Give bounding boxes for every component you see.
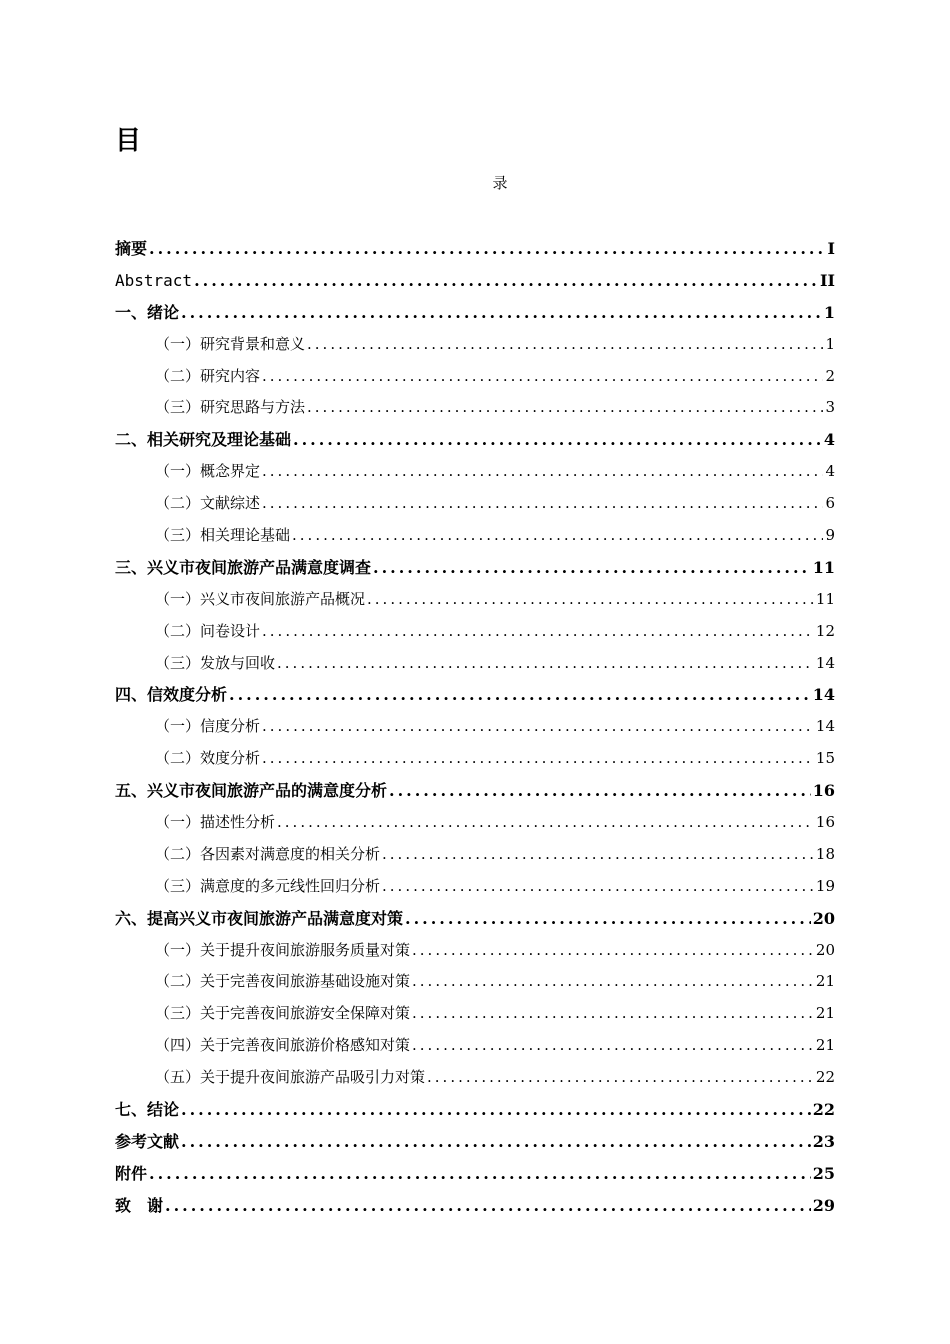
toc-entry[interactable] <box>115 1126 835 1158</box>
toc-entry-text: 致 谢 <box>115 1195 164 1215</box>
toc-entry[interactable] <box>115 552 835 584</box>
toc-title-main: 目 <box>115 126 142 156</box>
toc-leader-dots <box>165 1190 811 1222</box>
toc-entry-text: 六、提高兴义市夜间旅游产品满意度对策 <box>115 908 404 928</box>
toc-entry-text: （一）研究背景和意义 <box>155 334 306 353</box>
toc-leader-dots <box>181 297 822 329</box>
toc-subentry[interactable] <box>115 807 835 839</box>
toc-entry[interactable] <box>115 1158 835 1190</box>
toc-page-number: 16 <box>812 781 835 801</box>
toc-page-number: 15 <box>815 749 835 768</box>
toc-leader-dots <box>412 1030 814 1062</box>
toc-page-number: 14 <box>815 653 835 672</box>
toc-entry-text: 参考文献 <box>115 1131 180 1151</box>
toc-entry-text: （一）兴义市夜间旅游产品概况 <box>155 589 366 608</box>
toc-leader-dots <box>149 233 826 265</box>
toc-entry-text: 五、兴义市夜间旅游产品的满意度分析 <box>115 781 388 801</box>
toc-entry-text: （一）描述性分析 <box>155 813 276 832</box>
toc-leader-dots <box>292 520 823 552</box>
toc-page-number: 4 <box>825 462 835 481</box>
toc-leader-dots <box>389 775 811 807</box>
toc-subentry[interactable] <box>115 584 835 616</box>
toc-page-number: 11 <box>812 557 835 577</box>
toc-subentry[interactable] <box>115 743 835 775</box>
toc-page-number: 25 <box>812 1163 835 1183</box>
toc-leader-dots <box>307 329 823 361</box>
toc-leader-dots <box>412 966 814 998</box>
toc-subentry[interactable] <box>115 616 835 648</box>
toc-leader-dots <box>194 265 818 297</box>
toc-subentry[interactable] <box>115 648 835 680</box>
toc-leader-dots <box>382 839 814 871</box>
toc-subentry[interactable] <box>115 935 835 967</box>
toc-page-number: 23 <box>812 1131 835 1151</box>
toc-page-number: II <box>820 270 835 290</box>
toc-page-number: 11 <box>815 589 835 608</box>
toc-page-number: 4 <box>823 430 835 450</box>
toc-subentry[interactable] <box>115 966 835 998</box>
toc-leader-dots <box>262 616 814 648</box>
toc-entry-text: 四、信效度分析 <box>115 685 228 705</box>
toc-entry[interactable] <box>115 1190 835 1222</box>
toc-page-number: 20 <box>812 908 835 928</box>
toc-entry-text: （一）概念界定 <box>155 462 261 481</box>
toc-leader-dots <box>262 743 814 775</box>
toc-leader-dots <box>382 871 814 903</box>
toc-subentry[interactable] <box>115 1062 835 1094</box>
toc-subentry[interactable] <box>115 520 835 552</box>
toc-page-number: 14 <box>815 717 835 736</box>
toc-entry[interactable] <box>115 903 835 935</box>
toc-subentry[interactable] <box>115 329 835 361</box>
toc-leader-dots <box>262 361 823 393</box>
toc-page-number: 1 <box>825 334 835 353</box>
toc-leader-dots <box>293 424 822 456</box>
toc-entry-text: （二）效度分析 <box>155 749 261 768</box>
toc-subentry[interactable] <box>115 998 835 1030</box>
toc-entry[interactable] <box>115 233 835 265</box>
toc-entry-text: 摘要 <box>115 239 148 258</box>
toc-entry-text: （二）文献综述 <box>155 494 261 513</box>
toc-page-number: 14 <box>812 685 835 705</box>
toc-entry-text: （二）研究内容 <box>155 366 261 385</box>
toc-subentry[interactable] <box>115 839 835 871</box>
toc-entry-text: 一、绪论 <box>115 302 180 322</box>
toc-entry[interactable] <box>115 775 835 807</box>
toc-subentry[interactable] <box>115 361 835 393</box>
toc-page-number: 22 <box>812 1100 835 1120</box>
toc-page-number: 2 <box>825 366 835 385</box>
toc-page-number: 12 <box>815 621 835 640</box>
toc-entry[interactable] <box>115 1094 835 1126</box>
toc-entry-text: （二）各因素对满意度的相关分析 <box>155 844 381 863</box>
toc-entry-text: （二）关于完善夜间旅游基础设施对策 <box>155 972 411 991</box>
toc-entry-text: （一）关于提升夜间旅游服务质量对策 <box>155 940 411 959</box>
toc-entry-text: 七、结论 <box>115 1100 180 1120</box>
toc-subentry[interactable] <box>115 488 835 520</box>
toc-page-number: 3 <box>825 398 835 417</box>
toc-subentry[interactable] <box>115 392 835 424</box>
toc-entry-text: （三）研究思路与方法 <box>155 398 306 417</box>
toc-page-number: 21 <box>815 1004 835 1023</box>
toc-leader-dots <box>412 998 814 1030</box>
toc-entry[interactable] <box>115 297 835 329</box>
toc-entry-text: （三）发放与回收 <box>155 653 276 672</box>
toc-entry-text: （三）关于完善夜间旅游安全保障对策 <box>155 1004 411 1023</box>
toc-page-number: 22 <box>815 1068 835 1087</box>
toc-entry-text: （二）问卷设计 <box>155 621 261 640</box>
toc-page-number: 21 <box>815 1036 835 1055</box>
toc-entry[interactable] <box>115 265 835 297</box>
toc-page-number: 18 <box>815 844 835 863</box>
toc-entry-text: （三）相关理论基础 <box>155 526 291 545</box>
toc-page-number: 6 <box>825 494 835 513</box>
toc-entry-text: 三、兴义市夜间旅游产品满意度调查 <box>115 557 372 577</box>
toc-leader-dots <box>262 488 823 520</box>
toc-leader-dots <box>229 679 811 711</box>
toc-leader-dots <box>262 456 823 488</box>
toc-leader-dots <box>277 807 814 839</box>
toc-leader-dots <box>405 903 811 935</box>
toc-leader-dots <box>149 1158 811 1190</box>
toc-entry-text: （一）信度分析 <box>155 717 261 736</box>
toc-leader-dots <box>412 935 814 967</box>
toc-leader-dots <box>181 1094 811 1126</box>
toc-leader-dots <box>307 392 823 424</box>
toc-leader-dots <box>277 648 814 680</box>
toc-subentry[interactable] <box>115 456 835 488</box>
toc-entry[interactable] <box>115 424 835 456</box>
toc-page-number: 20 <box>815 940 835 959</box>
toc-entry[interactable] <box>115 679 835 711</box>
toc-leader-dots <box>181 1126 811 1158</box>
toc-leader-dots <box>427 1062 814 1094</box>
toc-entry-text: Abstract <box>115 270 193 290</box>
toc-page-number: 1 <box>823 302 835 322</box>
toc-leader-dots <box>373 552 811 584</box>
table-of-contents <box>115 233 835 1222</box>
toc-title-sub: 录 <box>492 174 508 192</box>
toc-entry-text: （五）关于提升夜间旅游产品吸引力对策 <box>155 1068 426 1087</box>
toc-page-number: 9 <box>825 526 835 545</box>
toc-subentry[interactable] <box>115 711 835 743</box>
toc-page-number: I <box>827 239 835 258</box>
toc-page-number: 19 <box>815 876 835 895</box>
toc-entry-text: 二、相关研究及理论基础 <box>115 430 292 450</box>
toc-subentry[interactable] <box>115 1030 835 1062</box>
toc-entry-text: （三）满意度的多元线性回归分析 <box>155 876 381 895</box>
toc-entry-text: 附件 <box>115 1163 148 1183</box>
toc-page-number: 21 <box>815 972 835 991</box>
toc-subentry[interactable] <box>115 871 835 903</box>
toc-page-number: 29 <box>812 1195 835 1215</box>
toc-page-number: 16 <box>815 813 835 832</box>
toc-leader-dots <box>262 711 814 743</box>
toc-entry-text: （四）关于完善夜间旅游价格感知对策 <box>155 1036 411 1055</box>
toc-leader-dots <box>367 584 814 616</box>
